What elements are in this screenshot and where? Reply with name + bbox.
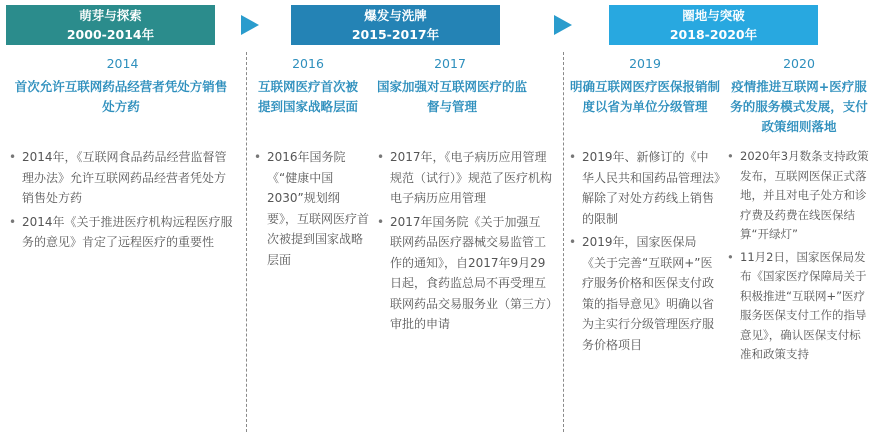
column-year: 2020 <box>783 56 815 71</box>
phase-years: 2015-2017年 <box>351 27 440 42</box>
list-item: • 2016年国务院《“健康中国2030”规划纲要》，互联网医疗首次被提到国家战略层面 <box>253 147 369 270</box>
list-item: • 2019年，国家医保局《关于完善“互联网+”医疗服务价格和医保支付政策的指导意见》明确以省为主实行分级管理医疗服务价格项目 <box>568 232 720 355</box>
column-year: 2016 <box>292 56 324 71</box>
phase-banner-2 <box>291 5 500 45</box>
column-bullet-list <box>376 147 552 338</box>
list-item: • 2017年国务院《关于加强互联网药品医疗器械交易监管工作的通知》，自2017年9月29日起，食药监总局不再受理互联网药品交易服务业（第三方）审批的申请 <box>376 212 552 335</box>
phase-title: 圈地与突破 <box>682 8 745 23</box>
phase-title: 萌芽与探索 <box>79 8 142 23</box>
phase-years: 2000-2014年 <box>66 27 155 42</box>
column-year: 2019 <box>629 56 661 71</box>
list-item: • 2019年、新修订的《中华人民共和国药品管理法》解除了对处方药线上销售的限制 <box>568 147 720 229</box>
list-item: • 2017年，《电子病历应用管理规范（试行）》规范了医疗机构电子病历应用管理 <box>376 147 552 209</box>
phase-title: 爆发与洗牌 <box>364 8 427 23</box>
column-year: 2017 <box>434 56 466 71</box>
phase-divider <box>563 52 564 432</box>
list-item: • 2020年3月数条支持政策发布，互联网医保正式落地，并且对电子处方和诊疗费及药费在线医保结算“开绿灯” <box>726 147 872 245</box>
column-heading: 首次允许互联网药品经营者凭处方销售处方药 <box>14 79 228 114</box>
column-heading: 疫情推进互联网+医疗服务的服务模式发展，支付政策细则落地 <box>730 79 868 134</box>
column-heading: 明确互联网医疗医保报销制度以省为单位分级管理 <box>570 79 721 114</box>
column-bullet-list <box>253 147 369 273</box>
column-bullet-list <box>568 147 720 358</box>
phase-divider <box>246 52 247 432</box>
column-bullet-list <box>8 147 236 256</box>
column-heading: 互联网医疗首次被提到国家战略层面 <box>257 79 358 114</box>
list-item: • 2014年《关于推进医疗机构远程医疗服务的意见》肯定了远程医疗的重要性 <box>8 212 236 253</box>
column-heading: 国家加强对互联网医疗的监督与管理 <box>376 79 527 114</box>
column-year: 2014 <box>106 56 139 71</box>
list-item: • 11月2日，国家医保局发布《国家医疗保障局关于积极推进“互联网+”医疗服务医保支付工作的指导意见》，确认医保支付标准和政策支持 <box>726 248 872 365</box>
list-item: • 2014年，《互联网食品药品经营监督管理办法》允许互联网药品经营者凭处方销售处方药 <box>8 147 236 209</box>
phase-years: 2018-2020年 <box>669 27 758 42</box>
arrow-right-icon <box>241 15 259 35</box>
phase-banner-1 <box>6 5 215 45</box>
arrow-right-icon <box>554 15 572 35</box>
column-bullet-list <box>726 147 872 368</box>
phase-banner-3 <box>609 5 818 45</box>
